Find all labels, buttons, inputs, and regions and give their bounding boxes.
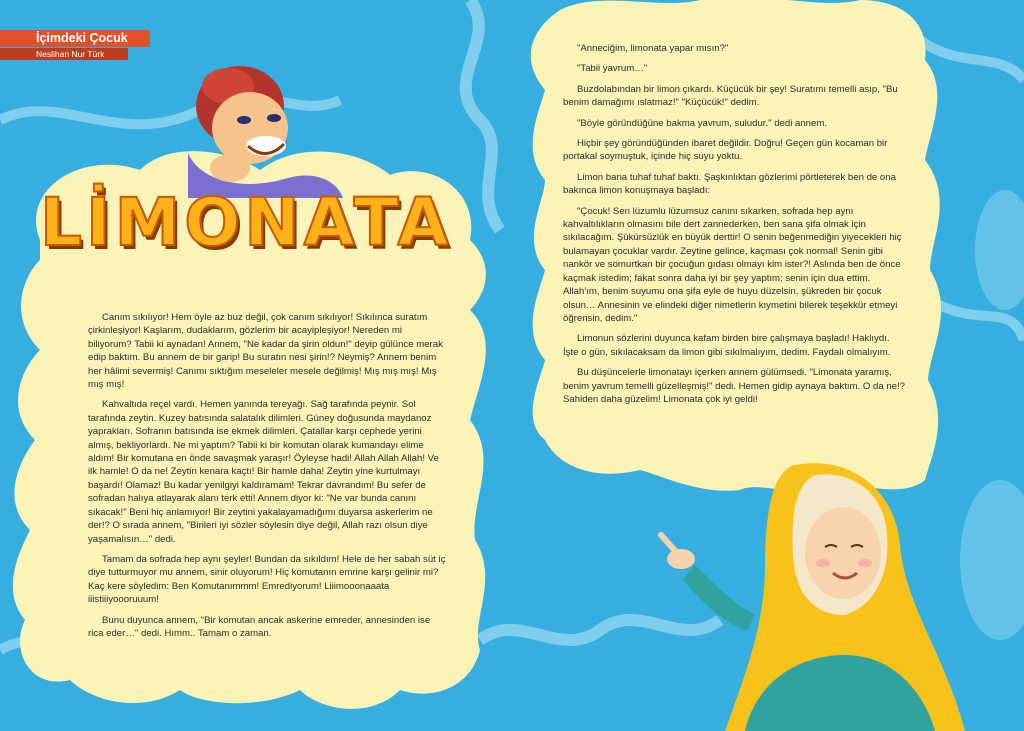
- author-name: Neslihan Nur Türk: [0, 48, 128, 60]
- paragraph: Bu düşüncelerle limonatayı içerken annem gülümsedi. "Limonata yaramış, benim yavrum temelli güzelleşmiş!" dedi. Hemen gidip aynaya baktım. O da ne!? Sahiden daha güzelim! Limonata çok iyi geldi!: [563, 367, 906, 405]
- girl-illustration: [655, 455, 975, 731]
- paragraph: Limonun sözlerini duyunca kafam birden bire çalışmaya başladı! Haklıydı. İşte o gün, sıkılacaksam da limon gibi sıkılmalıyım, dedim. Faydalı olmalıyım.: [563, 333, 891, 358]
- paragraph: "Çocuk! Sen lüzumlu lüzumsuz canını sıkarken, sofrada hep aynı kahvaltılıkların olmasını bile dert zannederken, ben sana şifa olmak için sıkılacağım. Şükürsüzlük en büyük derttir! O senin beğenmediğin yiyecekleri hiç bulamayan çocuklar vardır. Zeytine gelince, kaçması çok normal! Senin gibi nankör ve somurtkan bir çocuğun gıdası olmayı kim ister?! Aslında ben de önce kaçmak istedim; fakat sonra daha iyi bir şey yaptım; senin için dua ettim. Allah'ım, benim suyumu ona şifa eyle de huyu düzelsin, şükreden bir çocuk olsun… Annesinin ve elindeki diğer nimetlerin kıymetini bilerek teşekkür etmeyi öğrensin, dedim.": [563, 205, 902, 324]
- paragraph: Kahvaltıda reçel vardı. Hemen yanında tereyağı. Sağ tarafında peynir. Sol tarafında zeytin. Kuzey batısında salatalık dilimleri. Güney doğusunda maydanoz yaprakları. Sofranın batısında ise ekmek dilimleri. Çatallar karşı cephede yerini almış, bekliyorlardı. Ne mi yaptım? Tabii ki bir komutan olarak kumandayı elime aldım! Bir komutana en önde savaşmak yaraşır! Öyleyse hadi! Allah Allah Allah! Ve ilk hamle! O da ne! Zeytin kenara kaçtı! Bir hamle daha! Zeytin yine kurtulmayı başardı! Olamaz! Bu kadar yenilgiyi kaldıramam! Tekrar davrandım! Bu sefer de sofradan halıya atlayarak alanı terk etti! Annem diyor ki: "Ne var bunda canını sıkacak!" Beni hiç anlamıyor! Bir zeytini yakalayamadığımı duyarsa askerlerim ne der!? O sırada annem, "Birileri iyi sözler söylesin diye değil, Allah razı olsun diye yaşamalısın…" dedi.: [88, 399, 439, 545]
- paragraph: "Anneciğim, limonata yapar mısın?": [577, 43, 729, 54]
- paragraph: Hiçbir şey göründüğünden ibaret değildir. Doğru! Geçen gün kocaman bir portakal soymuştuk, içinde hiç suyu yoktu.: [563, 138, 888, 163]
- paragraph: "Tabii yavrum…": [577, 63, 648, 75]
- section-title: İçimdeki Çocuk: [0, 30, 150, 47]
- paragraph: Tamam da sofrada hep aynı şeyler! Bundan da sıkıldım! Hele de her sabah süt iç diye tutturmuyor mu annem, sinir oluyorum! Hiç komutanın emrine karşı gelinir mi? Kaç kere söyledim: Ben Komutanımmm! Emrediyorum! Liiimooonaaata iiistiiiyoooruuum!: [88, 553, 446, 606]
- paragraph: Bunu duyunca annem, "Bir komutan ancak askerine emreder, annesinden ise rica eder…" dedi. Hımm.. Tamam o zaman.: [88, 614, 431, 639]
- section-tag: [0, 30, 158, 59]
- paragraph: Limon bana tuhaf tuhaf baktı. Şaşkınlıktan gözlerimi pörtleterek ben de ona bakınca limon konuşmaya başladı:: [563, 171, 896, 197]
- right-text-column: [563, 42, 905, 413]
- paragraph: Buzdolabından bir limon çıkardı. Küçücük bir şey! Suratımı temelli asıp, "Bu benim damağımı ıslatmaz!" "Küçücük!" dedim.: [563, 83, 898, 109]
- story-title: LİMONATA: [40, 184, 453, 261]
- paragraph: "Böyle göründüğüne bakma yavrum, suludur." dedi annem.: [577, 117, 828, 129]
- left-text-column: [88, 311, 446, 647]
- paragraph: Canım sıkılıyor! Hem öyle az buz değil, çok canım sıkılıyor! Sıkılınca suratım çirkinleşiyor! Kaşlarım, dudaklarım, gözlerim bir acayipleşiyor! Nereden mi biliyorum? Tabii ki aynadan! Annem, "Ne kadar da şirin oldun!" deyip gülünce merak edip baktım. Bu annem de bir garip! Bu suratın nesi şirin!? Neymiş? Annem benim her hâlimi severmiş! Canımı sıktığım meseleler mesele değilmiş! Mış mış mış! Mış mış mış!: [88, 312, 443, 391]
